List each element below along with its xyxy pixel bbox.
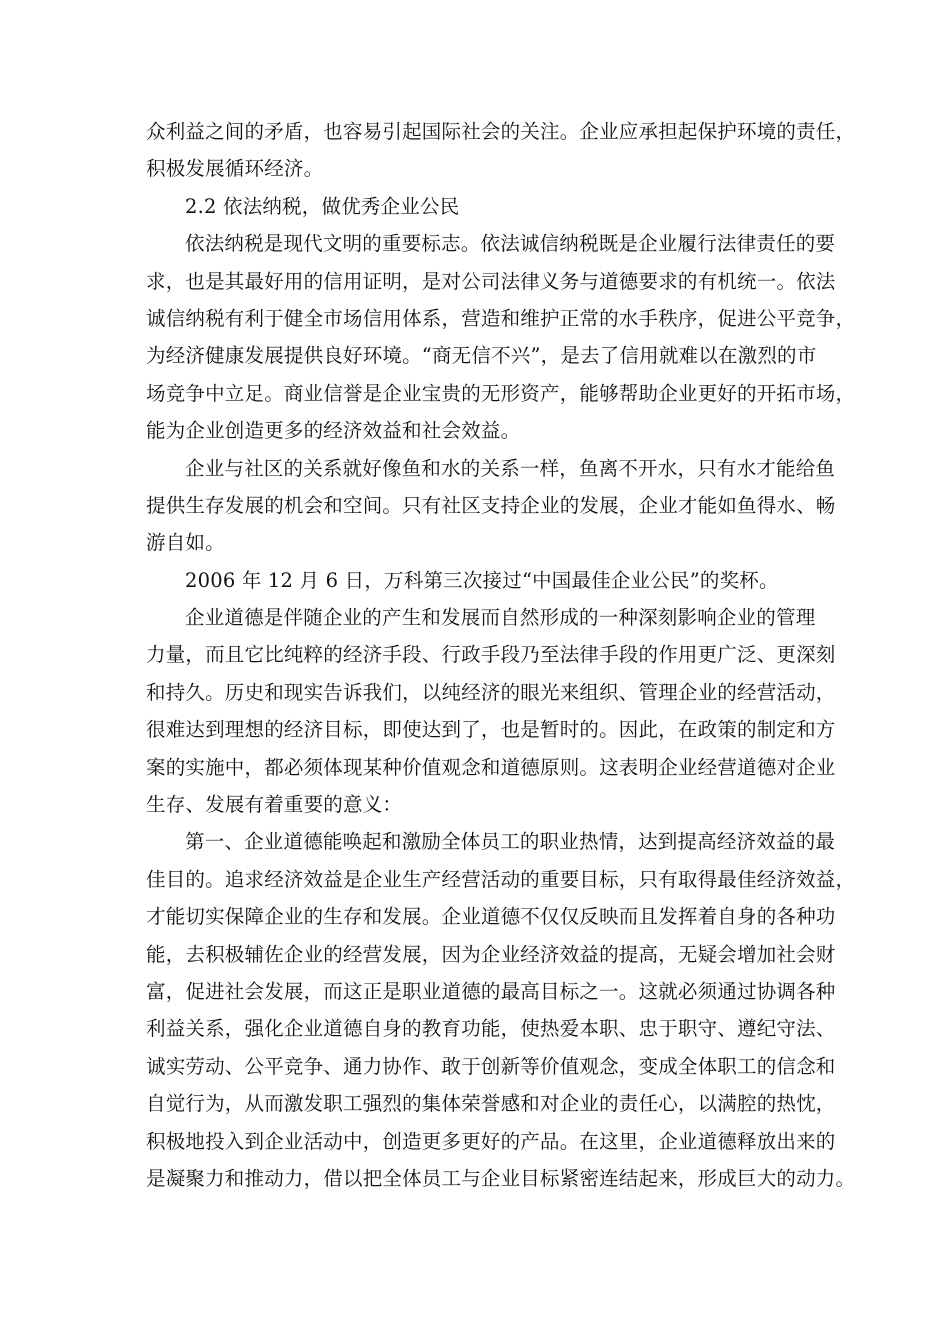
text-line: 求，也是其最好用的信用证明，是对公司法律义务与道德要求的有机统一。依法 — [146, 269, 836, 293]
text-line: 诚实劳动、公平竞争、通力协作、敢于创新等价值观念，变成全体职工的信念和 — [146, 1054, 836, 1078]
text-line: 2006 年 12 月 6 日，万科第三次接过“中国最佳企业公民”的奖杯。 — [185, 568, 779, 592]
text-line: 企业道德是伴随企业的产生和发展而自然形成的一种深刻影响企业的管理 — [185, 606, 816, 630]
text-line: 场竞争中立足。商业信誉是企业宝贵的无形资产，能够帮助企业更好的开拓市场， — [146, 381, 856, 405]
text-line: 自觉行为，从而激发职工强烈的集体荣誉感和对企业的责任心，以满腔的热忱， — [146, 1092, 836, 1116]
heading-text: 2.2 依法纳税，做优秀企业公民 — [185, 194, 460, 218]
text-line: 提供生存发展的机会和空间。只有社区支持企业的发展，企业才能如鱼得水、畅 — [146, 493, 836, 517]
text-line: 力量，而且它比纯粹的经济手段、行政手段乃至法律手段的作用更广泛、更深刻 — [146, 643, 836, 667]
text-line: 企业与社区的关系就好像鱼和水的关系一样，鱼离不开水，只有水才能给鱼 — [185, 456, 836, 480]
text-line: 众利益之间的矛盾，也容易引起国际社会的关注。企业应承担起保护环境的责任， — [146, 120, 856, 143]
paragraph — [146, 450, 836, 562]
text-line: 诚信纳税有利于健全市场信用体系，营造和维护正常的水手秩序，促进公平竞争， — [146, 306, 856, 330]
paragraph — [146, 599, 836, 823]
paragraph — [146, 113, 856, 188]
text-line: 能，去积极辅佐企业的经营发展，因为企业经济效益的提高，无疑会增加社会财 — [146, 942, 836, 966]
text-line: 富，促进社会发展，而这正是职业道德的最高目标之一。这就必须通过协调各种 — [146, 979, 836, 1003]
text-line: 积极发展循环经济。 — [146, 157, 324, 181]
text-line: 很难达到理想的经济目标，即使达到了，也是暂时的。因此，在政策的制定和方 — [146, 718, 836, 742]
text-line: 第一、企业道德能唤起和激励全体员工的职业热情，达到提高经济效益的最 — [185, 830, 836, 854]
text-line: 利益关系，强化企业道德自身的教育功能，使热爱本职、忠于职守、遵纪守法、 — [146, 1017, 836, 1041]
text-line: 佳目的。追求经济效益是企业生产经营活动的重要目标，只有取得最佳经济效益， — [146, 867, 856, 891]
text-line: 和持久。历史和现实告诉我们，以纯经济的眼光来组织、管理企业的经营活动， — [146, 680, 836, 704]
text-line: 积极地投入到企业活动中，创造更多更好的产品。在这里，企业道德释放出来的 — [146, 1129, 836, 1153]
text-line: 生存、发展有着重要的意义： — [146, 793, 403, 817]
text-line: 为经济健康发展提供良好环境。“商无信不兴”，是去了信用就难以在激烈的市 — [146, 344, 817, 368]
paragraph — [146, 225, 856, 449]
paragraph — [146, 562, 808, 599]
paragraph — [146, 823, 856, 1197]
text-line: 才能切实保障企业的生存和发展。企业道德不仅仅反映而且发挥着自身的各种功 — [146, 905, 836, 929]
text-line: 能为企业创造更多的经济效益和社会效益。 — [146, 419, 521, 443]
text-line: 案的实施中，都必须体现某种价值观念和道德原则。这表明企业经营道德对企业 — [146, 755, 836, 779]
document-body — [146, 113, 856, 1197]
text-line: 游自如。 — [146, 531, 225, 555]
text-line: 是凝聚力和推动力，借以把全体员工与企业目标紧密连结起来，形成巨大的动力。 — [146, 1166, 856, 1190]
text-line: 依法纳税是现代文明的重要标志。依法诚信纳税既是企业履行法律责任的要 — [185, 232, 836, 256]
section-heading — [146, 188, 808, 225]
